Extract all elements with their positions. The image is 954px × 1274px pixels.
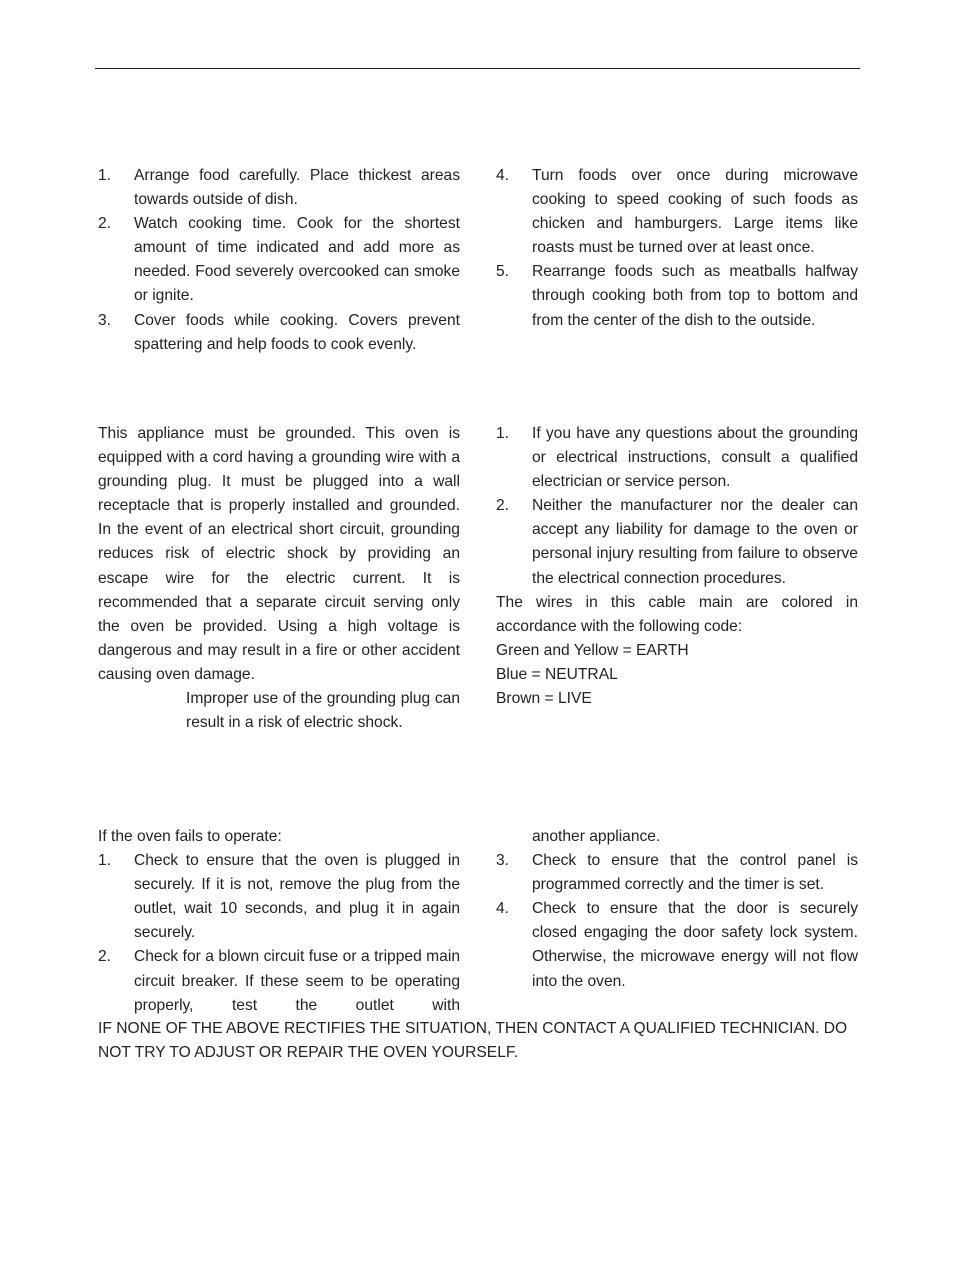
item-text: Rearrange foods such as meatballs halfway through cooking both from top to bottom and from the center of the dish to the outside.: [532, 263, 858, 329]
item-number: 4.: [496, 167, 510, 184]
troubleshooting-list-right: [496, 849, 858, 994]
item-text: Watch cooking time. Cook for the shortest amount of time indicated and add more as needed. Food severely overcooked can smoke or ignite.: [134, 215, 460, 305]
item-number: 1.: [98, 852, 112, 870]
list-item: [496, 849, 858, 897]
item-number: 4.: [496, 900, 510, 918]
grounding-paragraph: This appliance must be grounded. This oven is equipped with a cord having a grounding wire with a grounding plug. It must be plugged into a wall receptacle that is properly installed and grounded. In the event of an electrical short circuit, grounding reduces risk of electric shock by providing an escape wire for the electric current. It is recommended that a separate circuit serving only the oven be provided. Using a high voltage is dangerous and may result in a fire or other accident causing oven damage.: [98, 425, 460, 683]
electrical-notes-list: [496, 422, 858, 591]
cooking-tips-list-left: [98, 164, 460, 357]
list-item: [496, 260, 858, 332]
list-item: [496, 494, 858, 590]
item-number: 2.: [98, 215, 112, 233]
troubleshooting-intro: If the oven fails to operate:: [98, 828, 282, 845]
list-item: [98, 212, 460, 308]
list-item: [98, 164, 460, 212]
list-item: [98, 849, 460, 945]
item-text: Neither the manufacturer nor the dealer can accept any liability for damage to the oven or personal injury resulting from failure to observe the electrical connection procedures.: [532, 497, 858, 587]
item-number: 3.: [496, 852, 510, 870]
item-number: 2.: [98, 948, 112, 966]
grounding-warning: Improper use of the grounding plug can result in a risk of electric shock.: [186, 690, 460, 732]
closing-notice-text: IF NONE OF THE ABOVE RECTIFIES THE SITUATION, THEN CONTACT A QUALIFIED TECHNICIAN. DO NOT TRY TO ADJUST OR REPAIR THE OVEN YOURSELF.: [98, 1020, 848, 1062]
item-text: Turn foods over once during microwave cooking to speed cooking of such foods as chicken and hamburgers. Large items like roasts must be turned over at least once.: [532, 167, 858, 257]
cooking-tips-list-right: [496, 164, 858, 333]
wires-intro: The wires in this cable main are colored in accordance with the following code:: [496, 593, 858, 635]
item-number: 2.: [496, 497, 510, 515]
item-number: 3.: [98, 311, 112, 329]
item-text: Check to ensure that the door is securely closed engaging the door safety lock system. Otherwise, the microwave energy will not flow into the oven.: [532, 900, 858, 990]
list-item: [496, 897, 858, 993]
item-number: 5.: [496, 263, 510, 281]
item-text: Check to ensure that the control panel is programmed correctly and the timer is set.: [532, 852, 858, 894]
list-item: [496, 422, 858, 494]
item-continuation: another appliance.: [532, 828, 661, 845]
list-item: [98, 945, 460, 1017]
list-item: [496, 164, 858, 260]
wire-code-neutral: Blue = NEUTRAL: [496, 665, 618, 683]
closing-notice: [98, 1017, 858, 1065]
troubleshooting-list-left: [98, 849, 460, 1018]
item-number: 1.: [98, 167, 112, 184]
item-text: If you have any questions about the grounding or electrical instructions, consult a qualified electrician or service person.: [532, 425, 858, 491]
wire-code-live: Brown = LIVE: [496, 690, 592, 708]
item-number: 1.: [496, 425, 510, 442]
item-text: Arrange food carefully. Place thickest areas towards outside of dish.: [134, 167, 460, 209]
troubleshooting-left: [98, 825, 460, 1018]
troubleshooting-right: [496, 825, 858, 994]
cooking-tips-left: [98, 164, 460, 357]
list-item: [98, 309, 460, 357]
item-text: Check for a blown circuit fuse or a tripped main circuit breaker. If these seem to be operating properly, test the outlet with: [134, 948, 460, 1014]
header-rule: [95, 68, 860, 69]
item-text: Cover foods while cooking. Covers prevent spattering and help foods to cook evenly.: [134, 311, 460, 353]
electrical-notes: [496, 422, 858, 711]
grounding-instructions: [98, 422, 460, 735]
wire-code-earth: Green and Yellow = EARTH: [496, 641, 689, 659]
item-text: Check to ensure that the oven is plugged in securely. If it is not, remove the plug from the outlet, wait 10 seconds, and plug it in again securely.: [134, 852, 460, 942]
cooking-tips-right: [496, 164, 858, 333]
